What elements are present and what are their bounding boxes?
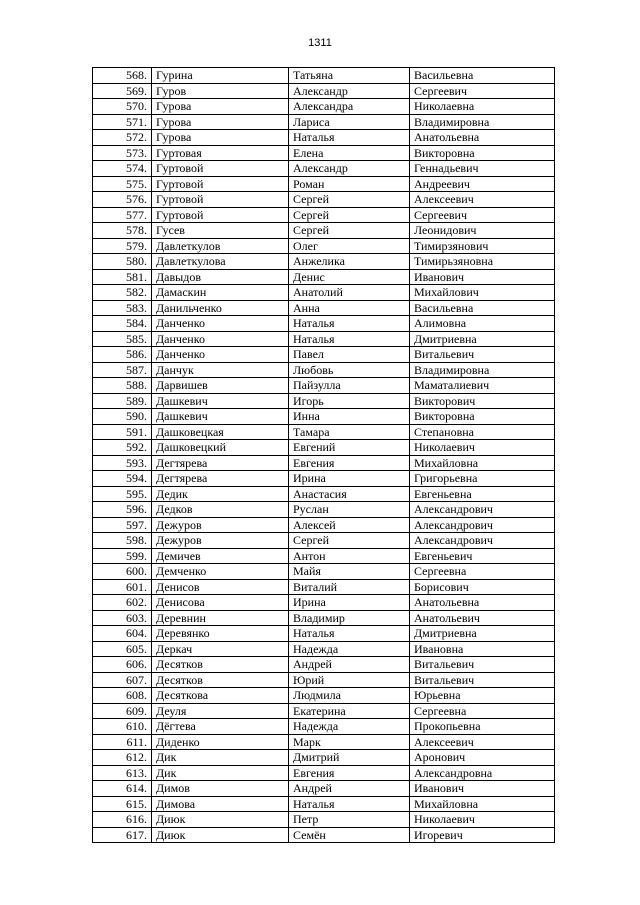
first-name-cell: Семён <box>289 827 410 843</box>
first-name-cell: Евгения <box>289 765 410 781</box>
row-number-cell: 602. <box>93 595 152 611</box>
table-row <box>93 595 555 611</box>
table-row <box>93 331 555 347</box>
first-name-cell: Игорь <box>289 393 410 409</box>
table-row <box>93 378 555 394</box>
table-row <box>93 424 555 440</box>
first-name-cell: Лариса <box>289 114 410 130</box>
table-row <box>93 114 555 130</box>
first-name-cell: Надежда <box>289 641 410 657</box>
row-number-cell: 601. <box>93 579 152 595</box>
patronymic-cell: Григорьевна <box>410 471 555 487</box>
surname-cell: Диюк <box>152 827 289 843</box>
surname-cell: Дежуров <box>152 517 289 533</box>
table-row <box>93 517 555 533</box>
patronymic-cell: Витальевич <box>410 672 555 688</box>
patronymic-cell: Викторович <box>410 393 555 409</box>
table-row <box>93 579 555 595</box>
table-row <box>93 238 555 254</box>
table-row <box>93 347 555 363</box>
row-number-cell: 591. <box>93 424 152 440</box>
row-number-cell: 608. <box>93 688 152 704</box>
surname-cell: Гуртовая <box>152 145 289 161</box>
first-name-cell: Дмитрий <box>289 750 410 766</box>
first-name-cell: Сергей <box>289 207 410 223</box>
surname-cell: Денисова <box>152 595 289 611</box>
table-row <box>93 176 555 192</box>
first-name-cell: Ирина <box>289 471 410 487</box>
row-number-cell: 614. <box>93 781 152 797</box>
first-name-cell: Наталья <box>289 796 410 812</box>
surname-cell: Дедик <box>152 486 289 502</box>
table-row <box>93 827 555 843</box>
patronymic-cell: Александровна <box>410 765 555 781</box>
table-row <box>93 130 555 146</box>
table-row <box>93 285 555 301</box>
row-number-cell: 584. <box>93 316 152 332</box>
row-number-cell: 590. <box>93 409 152 425</box>
surname-cell: Гурова <box>152 99 289 115</box>
row-number-cell: 569. <box>93 83 152 99</box>
first-name-cell: Павел <box>289 347 410 363</box>
patronymic-cell: Алексеевич <box>410 192 555 208</box>
surname-cell: Деуля <box>152 703 289 719</box>
table-row <box>93 610 555 626</box>
row-number-cell: 600. <box>93 564 152 580</box>
table-row <box>93 269 555 285</box>
row-number-cell: 594. <box>93 471 152 487</box>
first-name-cell: Алексей <box>289 517 410 533</box>
surname-cell: Демичев <box>152 548 289 564</box>
first-name-cell: Денис <box>289 269 410 285</box>
patronymic-cell: Николаевна <box>410 99 555 115</box>
row-number-cell: 597. <box>93 517 152 533</box>
row-number-cell: 607. <box>93 672 152 688</box>
table-row <box>93 641 555 657</box>
patronymic-cell: Сергеевич <box>410 207 555 223</box>
first-name-cell: Александр <box>289 83 410 99</box>
surname-cell: Давлеткулова <box>152 254 289 270</box>
surname-cell: Десяткова <box>152 688 289 704</box>
row-number-cell: 576. <box>93 192 152 208</box>
first-name-cell: Александра <box>289 99 410 115</box>
row-number-cell: 581. <box>93 269 152 285</box>
patronymic-cell: Анатольевич <box>410 610 555 626</box>
first-name-cell: Ирина <box>289 595 410 611</box>
first-name-cell: Сергей <box>289 533 410 549</box>
table-row <box>93 409 555 425</box>
patronymic-cell: Анатольевна <box>410 595 555 611</box>
table-row <box>93 750 555 766</box>
surname-cell: Гуртовой <box>152 207 289 223</box>
table-row <box>93 548 555 564</box>
first-name-cell: Сергей <box>289 223 410 239</box>
page-number: 1311 <box>308 37 332 49</box>
surname-cell: Давыдов <box>152 269 289 285</box>
row-number-cell: 586. <box>93 347 152 363</box>
row-number-cell: 580. <box>93 254 152 270</box>
patronymic-cell: Анатольевна <box>410 130 555 146</box>
name-table-body <box>93 68 555 843</box>
surname-cell: Гурина <box>152 68 289 84</box>
patronymic-cell: Андреевич <box>410 176 555 192</box>
first-name-cell: Анжелика <box>289 254 410 270</box>
first-name-cell: Марк <box>289 734 410 750</box>
surname-cell: Деревнин <box>152 610 289 626</box>
surname-cell: Гуров <box>152 83 289 99</box>
surname-cell: Демченко <box>152 564 289 580</box>
first-name-cell: Андрей <box>289 781 410 797</box>
row-number-cell: 609. <box>93 703 152 719</box>
patronymic-cell: Борисович <box>410 579 555 595</box>
patronymic-cell: Владимировна <box>410 114 555 130</box>
surname-cell: Диденко <box>152 734 289 750</box>
patronymic-cell: Геннадьевич <box>410 161 555 177</box>
surname-cell: Гуртовой <box>152 192 289 208</box>
row-number-cell: 596. <box>93 502 152 518</box>
surname-cell: Данильченко <box>152 300 289 316</box>
patronymic-cell: Алимовна <box>410 316 555 332</box>
patronymic-cell: Алексеевич <box>410 734 555 750</box>
row-number-cell: 613. <box>93 765 152 781</box>
patronymic-cell: Викторовна <box>410 409 555 425</box>
first-name-cell: Надежда <box>289 719 410 735</box>
patronymic-cell: Иванович <box>410 781 555 797</box>
patronymic-cell: Владимировна <box>410 362 555 378</box>
table-row <box>93 533 555 549</box>
table-row <box>93 734 555 750</box>
first-name-cell: Олег <box>289 238 410 254</box>
row-number-cell: 568. <box>93 68 152 84</box>
table-row <box>93 440 555 456</box>
row-number-cell: 603. <box>93 610 152 626</box>
patronymic-cell: Тимирзянович <box>410 238 555 254</box>
patronymic-cell: Витальевич <box>410 347 555 363</box>
first-name-cell: Владимир <box>289 610 410 626</box>
first-name-cell: Пайзулла <box>289 378 410 394</box>
patronymic-cell: Аронович <box>410 750 555 766</box>
row-number-cell: 589. <box>93 393 152 409</box>
first-name-cell: Евгений <box>289 440 410 456</box>
surname-cell: Дарвишев <box>152 378 289 394</box>
patronymic-cell: Евгеньевич <box>410 548 555 564</box>
first-name-cell: Любовь <box>289 362 410 378</box>
surname-cell: Дашковецкая <box>152 424 289 440</box>
surname-cell: Дашковецкий <box>152 440 289 456</box>
row-number-cell: 577. <box>93 207 152 223</box>
table-row <box>93 83 555 99</box>
row-number-cell: 611. <box>93 734 152 750</box>
surname-cell: Десятков <box>152 672 289 688</box>
patronymic-cell: Александрович <box>410 502 555 518</box>
patronymic-cell: Михайловна <box>410 796 555 812</box>
row-number-cell: 588. <box>93 378 152 394</box>
surname-cell: Гуртовой <box>152 176 289 192</box>
surname-cell: Данченко <box>152 347 289 363</box>
surname-cell: Деркач <box>152 641 289 657</box>
surname-cell: Дашкевич <box>152 393 289 409</box>
first-name-cell: Татьяна <box>289 68 410 84</box>
first-name-cell: Анатолий <box>289 285 410 301</box>
table-row <box>93 161 555 177</box>
first-name-cell: Анна <box>289 300 410 316</box>
row-number-cell: 599. <box>93 548 152 564</box>
row-number-cell: 592. <box>93 440 152 456</box>
table-row <box>93 455 555 471</box>
row-number-cell: 598. <box>93 533 152 549</box>
first-name-cell: Анастасия <box>289 486 410 502</box>
patronymic-cell: Васильевна <box>410 68 555 84</box>
table-row <box>93 765 555 781</box>
surname-cell: Дёгтева <box>152 719 289 735</box>
first-name-cell: Тамара <box>289 424 410 440</box>
table-row <box>93 672 555 688</box>
row-number-cell: 574. <box>93 161 152 177</box>
table-row <box>93 316 555 332</box>
table-row <box>93 626 555 642</box>
patronymic-cell: Дмитриевна <box>410 331 555 347</box>
surname-cell: Гурова <box>152 114 289 130</box>
first-name-cell: Евгения <box>289 455 410 471</box>
row-number-cell: 578. <box>93 223 152 239</box>
surname-cell: Деревянко <box>152 626 289 642</box>
surname-cell: Димова <box>152 796 289 812</box>
row-number-cell: 571. <box>93 114 152 130</box>
row-number-cell: 582. <box>93 285 152 301</box>
patronymic-cell: Ивановна <box>410 641 555 657</box>
table-row <box>93 300 555 316</box>
patronymic-cell: Тимирьзяновна <box>410 254 555 270</box>
surname-cell: Гуртовой <box>152 161 289 177</box>
row-number-cell: 595. <box>93 486 152 502</box>
name-table <box>92 67 555 843</box>
first-name-cell: Руслан <box>289 502 410 518</box>
row-number-cell: 604. <box>93 626 152 642</box>
patronymic-cell: Дмитриевна <box>410 626 555 642</box>
patronymic-cell: Сергеевна <box>410 703 555 719</box>
table-row <box>93 68 555 84</box>
patronymic-cell: Степановна <box>410 424 555 440</box>
table-row <box>93 657 555 673</box>
table-row <box>93 796 555 812</box>
patronymic-cell: Витальевич <box>410 657 555 673</box>
table-row <box>93 564 555 580</box>
surname-cell: Дик <box>152 750 289 766</box>
table-row <box>93 486 555 502</box>
patronymic-cell: Маматалиевич <box>410 378 555 394</box>
row-number-cell: 587. <box>93 362 152 378</box>
surname-cell: Диюк <box>152 812 289 828</box>
row-number-cell: 610. <box>93 719 152 735</box>
surname-cell: Десятков <box>152 657 289 673</box>
surname-cell: Дегтярева <box>152 455 289 471</box>
patronymic-cell: Евгеньевна <box>410 486 555 502</box>
first-name-cell: Сергей <box>289 192 410 208</box>
first-name-cell: Юрий <box>289 672 410 688</box>
first-name-cell: Наталья <box>289 331 410 347</box>
first-name-cell: Андрей <box>289 657 410 673</box>
patronymic-cell: Александрович <box>410 533 555 549</box>
row-number-cell: 579. <box>93 238 152 254</box>
first-name-cell: Наталья <box>289 130 410 146</box>
table-row <box>93 781 555 797</box>
row-number-cell: 593. <box>93 455 152 471</box>
row-number-cell: 585. <box>93 331 152 347</box>
row-number-cell: 572. <box>93 130 152 146</box>
table-row <box>93 192 555 208</box>
patronymic-cell: Сергеевна <box>410 564 555 580</box>
surname-cell: Денисов <box>152 579 289 595</box>
patronymic-cell: Прокопьевна <box>410 719 555 735</box>
first-name-cell: Антон <box>289 548 410 564</box>
table-row <box>93 812 555 828</box>
patronymic-cell: Викторовна <box>410 145 555 161</box>
first-name-cell: Александр <box>289 161 410 177</box>
row-number-cell: 573. <box>93 145 152 161</box>
first-name-cell: Екатерина <box>289 703 410 719</box>
table-row <box>93 99 555 115</box>
row-number-cell: 606. <box>93 657 152 673</box>
surname-cell: Дедков <box>152 502 289 518</box>
patronymic-cell: Васильевна <box>410 300 555 316</box>
surname-cell: Дежуров <box>152 533 289 549</box>
patronymic-cell: Игоревич <box>410 827 555 843</box>
row-number-cell: 616. <box>93 812 152 828</box>
first-name-cell: Наталья <box>289 626 410 642</box>
surname-cell: Давлеткулов <box>152 238 289 254</box>
table-row <box>93 393 555 409</box>
patronymic-cell: Николаевич <box>410 440 555 456</box>
patronymic-cell: Николаевич <box>410 812 555 828</box>
first-name-cell: Инна <box>289 409 410 425</box>
surname-cell: Гусев <box>152 223 289 239</box>
table-row <box>93 688 555 704</box>
patronymic-cell: Иванович <box>410 269 555 285</box>
patronymic-cell: Юрьевна <box>410 688 555 704</box>
surname-cell: Дегтярева <box>152 471 289 487</box>
table-row <box>93 719 555 735</box>
patronymic-cell: Сергеевич <box>410 83 555 99</box>
surname-cell: Дамаскин <box>152 285 289 301</box>
table-row <box>93 362 555 378</box>
row-number-cell: 570. <box>93 99 152 115</box>
patronymic-cell: Александрович <box>410 517 555 533</box>
row-number-cell: 605. <box>93 641 152 657</box>
row-number-cell: 615. <box>93 796 152 812</box>
row-number-cell: 583. <box>93 300 152 316</box>
table-row <box>93 223 555 239</box>
patronymic-cell: Леонидович <box>410 223 555 239</box>
table-row <box>93 703 555 719</box>
first-name-cell: Майя <box>289 564 410 580</box>
surname-cell: Данченко <box>152 316 289 332</box>
table-row <box>93 471 555 487</box>
patronymic-cell: Михайлович <box>410 285 555 301</box>
first-name-cell: Елена <box>289 145 410 161</box>
row-number-cell: 612. <box>93 750 152 766</box>
surname-cell: Димов <box>152 781 289 797</box>
patronymic-cell: Михайловна <box>410 455 555 471</box>
table-row <box>93 145 555 161</box>
surname-cell: Данченко <box>152 331 289 347</box>
surname-cell: Дашкевич <box>152 409 289 425</box>
first-name-cell: Наталья <box>289 316 410 332</box>
first-name-cell: Петр <box>289 812 410 828</box>
row-number-cell: 617. <box>93 827 152 843</box>
surname-cell: Данчук <box>152 362 289 378</box>
surname-cell: Гурова <box>152 130 289 146</box>
table-row <box>93 502 555 518</box>
row-number-cell: 575. <box>93 176 152 192</box>
surname-cell: Дик <box>152 765 289 781</box>
table-row <box>93 254 555 270</box>
table-row <box>93 207 555 223</box>
first-name-cell: Виталий <box>289 579 410 595</box>
first-name-cell: Роман <box>289 176 410 192</box>
first-name-cell: Людмила <box>289 688 410 704</box>
